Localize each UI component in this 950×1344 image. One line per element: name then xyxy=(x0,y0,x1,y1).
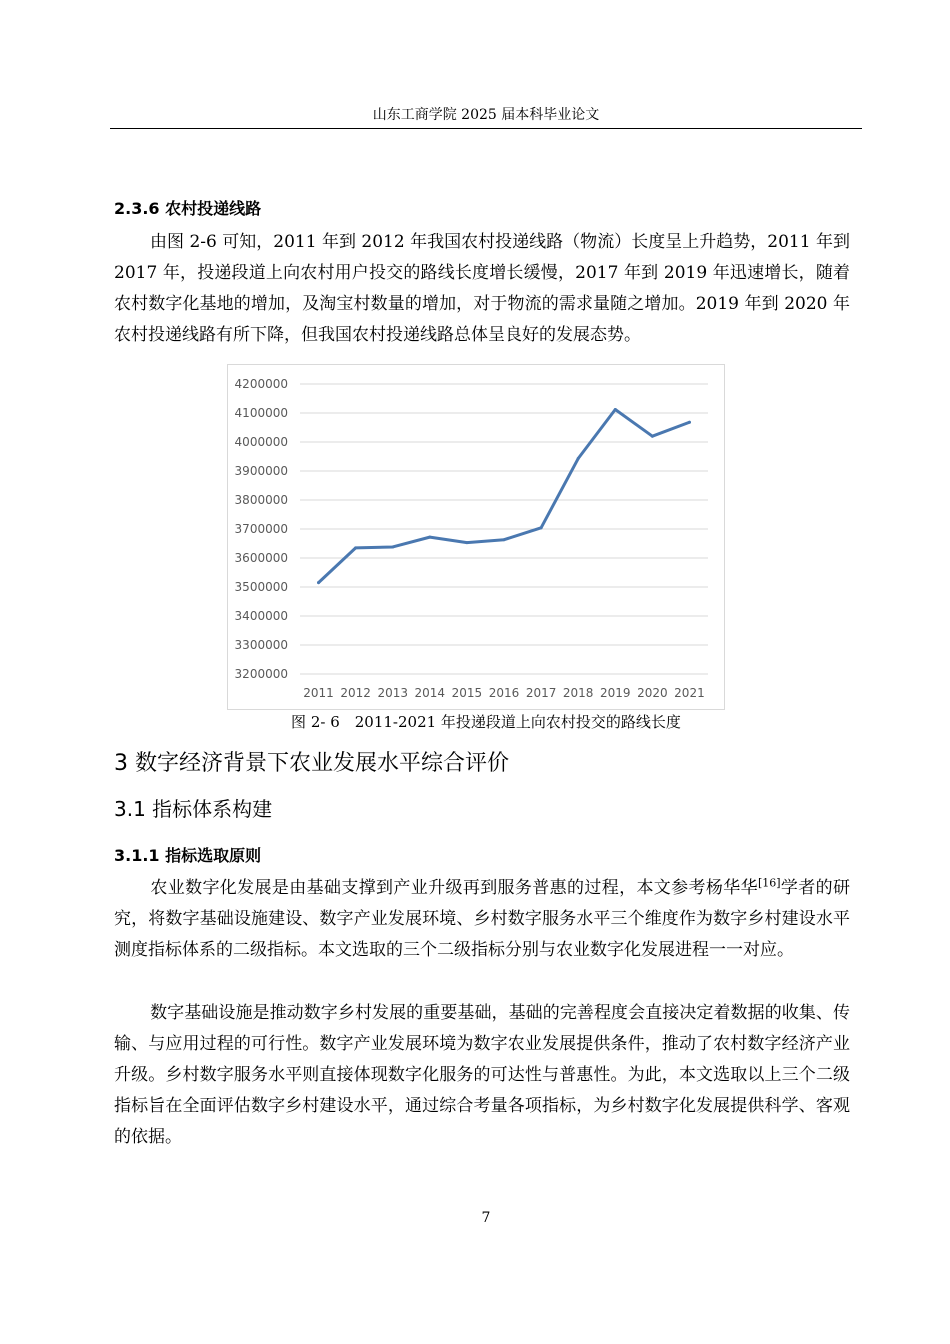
paragraph-principle-2 xyxy=(114,998,850,1153)
header-rule xyxy=(110,128,862,129)
y-tick-label: 3500000 xyxy=(234,580,288,594)
y-tick-label: 4100000 xyxy=(234,406,288,420)
x-tick-label: 2016 xyxy=(488,686,520,700)
series-line xyxy=(319,410,690,583)
data-point xyxy=(503,538,506,541)
line-chart xyxy=(227,364,725,710)
x-tick-label: 2015 xyxy=(451,686,483,700)
x-tick-label: 2014 xyxy=(414,686,446,700)
section-3-1-1-heading: 3.1.1 指标选取原则 xyxy=(114,846,262,865)
data-point xyxy=(428,536,431,539)
data-point xyxy=(577,457,580,460)
x-tick-label: 2017 xyxy=(525,686,557,700)
paragraph-rural-delivery-text: 由图 2-6 可知，2011 年到 2012 年我国农村投递线路（物流）长度呈上升趋势，2011 年到 2017 年，投递段道上向农村用户投交的路线长度增长缓慢，2017 年到 2019 年迅速增长，随着农村数字化基地的增加，及淘宝村数量的增加，对于物流的需求量随之增加。2019 年到 2020 年农村投递线路有所下降，但我国农村投递线路总体呈良好的发展态势。 xyxy=(114,232,850,345)
data-point xyxy=(688,421,691,424)
y-tick-label: 4000000 xyxy=(234,435,288,449)
y-tick-label: 3900000 xyxy=(234,464,288,478)
data-point xyxy=(465,541,468,544)
chapter-3-heading: 3 数字经济背景下农业发展水平综合评价 xyxy=(114,751,509,776)
x-tick-label: 2013 xyxy=(377,686,409,700)
section-heading-2-3-6: 2.3.6 农村投递线路 xyxy=(114,199,262,218)
data-point xyxy=(391,545,394,548)
x-tick-label: 2021 xyxy=(674,686,705,700)
data-point xyxy=(651,435,654,438)
x-tick-label: 2018 xyxy=(562,686,594,700)
paragraph-principle-1 xyxy=(114,873,850,966)
paragraph-principle-1-text: 农业数字化发展是由基础支撑到产业升级再到服务普惠的过程，本文参考杨华华 xyxy=(150,878,758,898)
line-chart-svg xyxy=(228,365,724,709)
y-tick-label: 3300000 xyxy=(234,638,288,652)
x-tick-label: 2011 xyxy=(303,686,334,700)
x-tick-label: 2012 xyxy=(340,686,371,700)
figure-caption: 图 2- 6 2011-2021 年投递段道上向农村投交的路线长度 xyxy=(291,713,681,731)
y-tick-label: 3200000 xyxy=(234,667,288,681)
y-tick-label: 3400000 xyxy=(234,609,288,623)
y-tick-label: 3600000 xyxy=(234,551,288,565)
data-point xyxy=(354,546,357,549)
data-point xyxy=(614,408,617,411)
paragraph-principle-1-text-after: 学者的研究，将数字基础设施建设、数字产业发展环境、乡村数字服务水平三个维度作为数字乡村建设水平测度指标体系的二级指标。本文选取的三个二级指标分别与农业数字化发展进程一一对应。 xyxy=(114,878,851,960)
y-tick-label: 3800000 xyxy=(234,493,288,507)
section-3-1-heading: 3.1 指标体系构建 xyxy=(114,797,273,821)
paragraph-principle-2-text: 数字基础设施是推动数字乡村发展的重要基础，基础的完善程度会直接决定着数据的收集、传输、与应用过程的可行性。数字产业发展环境为数字农业发展提供条件，推动了农村数字经济产业升级。乡村数字服务水平则直接体现数字化服务的可达性与普惠性。为此，本文选取以上三个二级指标旨在全面评估数字乡村建设水平，通过综合考量各项指标，为乡村数字化发展提供科学、客观的依据。 xyxy=(114,1003,850,1147)
data-point xyxy=(317,581,320,584)
x-tick-label: 2019 xyxy=(599,686,631,700)
data-point xyxy=(540,526,543,529)
y-tick-label: 4200000 xyxy=(234,377,288,391)
page-number: 7 xyxy=(481,1210,491,1226)
running-header: 山东工商学院 2025 届本科毕业论文 xyxy=(372,107,600,123)
y-tick-label: 3700000 xyxy=(234,522,288,536)
x-tick-label: 2020 xyxy=(637,686,668,700)
citation-ref: [16] xyxy=(757,876,781,890)
paragraph-rural-delivery xyxy=(114,227,850,351)
